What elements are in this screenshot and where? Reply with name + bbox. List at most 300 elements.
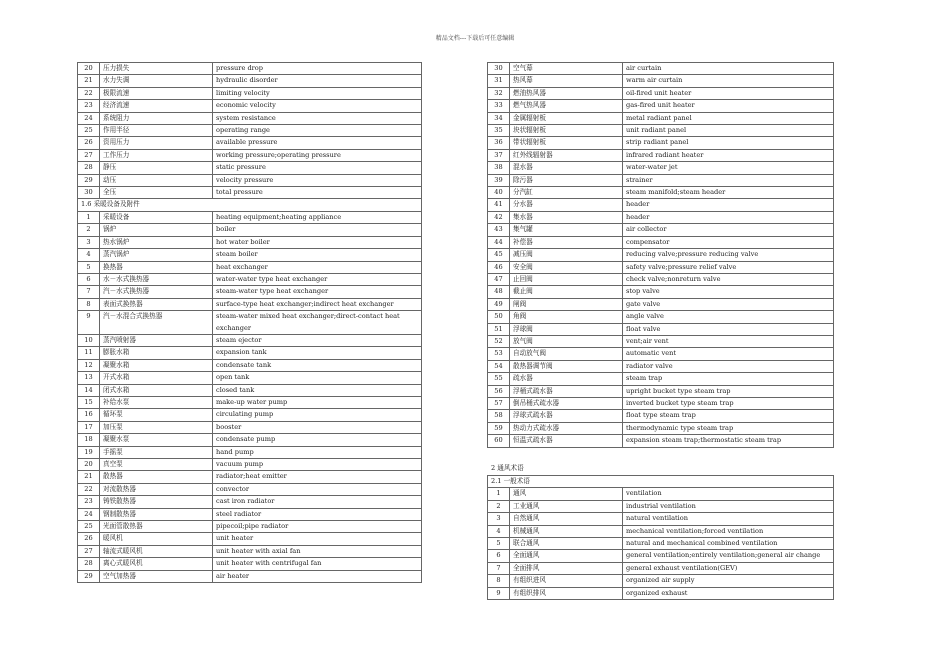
term-number: 57 — [488, 397, 510, 409]
term-number: 40 — [488, 187, 510, 199]
term-chinese: 汽－水混合式换热器 — [100, 311, 213, 335]
table-row — [78, 396, 422, 408]
term-english: air heater — [213, 570, 422, 582]
term-number: 20 — [78, 63, 100, 75]
term-chinese: 汽－水式换热器 — [100, 286, 213, 298]
page-header: 精品文档---下载后可任意编辑 — [435, 35, 515, 42]
term-number: 9 — [488, 587, 510, 599]
term-english: steam boiler — [213, 249, 422, 261]
term-chinese: 蒸汽锅炉 — [100, 249, 213, 261]
term-number: 26 — [78, 137, 100, 149]
term-chinese: 换热器 — [100, 261, 213, 273]
term-chinese: 截止阀 — [510, 286, 623, 298]
term-english: compensator — [623, 236, 834, 248]
term-chinese: 铸铁散热器 — [100, 496, 213, 508]
table-row — [78, 421, 422, 433]
term-english: warm air curtain — [623, 75, 834, 87]
term-english: velocity pressure — [213, 174, 422, 186]
term-number: 37 — [488, 149, 510, 161]
table-row — [488, 500, 834, 512]
table-row — [488, 187, 834, 199]
table-row — [488, 125, 834, 137]
table-row — [488, 273, 834, 285]
term-number: 25 — [78, 521, 100, 533]
term-number: 42 — [488, 211, 510, 223]
table-row — [78, 409, 422, 421]
term-number: 38 — [488, 162, 510, 174]
term-english: inverted bucket type steam trap — [623, 397, 834, 409]
table-row — [78, 311, 422, 335]
term-number: 8 — [488, 575, 510, 587]
term-chinese: 真空泵 — [100, 459, 213, 471]
term-chinese: 作用半径 — [100, 125, 213, 137]
term-chinese: 分汽缸 — [510, 187, 623, 199]
term-english: unit heater — [213, 533, 422, 545]
term-english: header — [623, 199, 834, 211]
table-row — [78, 347, 422, 359]
term-english: steam ejector — [213, 334, 422, 346]
table-row — [488, 75, 834, 87]
term-chinese: 补给水泵 — [100, 396, 213, 408]
table-row — [78, 224, 422, 236]
table-row — [488, 488, 834, 500]
term-english: industrial ventilation — [623, 500, 834, 512]
table-row — [78, 162, 422, 174]
term-number: 18 — [78, 434, 100, 446]
table-row — [488, 298, 834, 310]
term-chinese: 联合通风 — [510, 538, 623, 550]
term-english: metal radiant panel — [623, 112, 834, 124]
term-english: pipecoil;pipe radiator — [213, 521, 422, 533]
term-chinese: 凝聚水泵 — [100, 434, 213, 446]
term-chinese: 有组织排风 — [510, 587, 623, 599]
table-row — [78, 434, 422, 446]
table-row — [78, 496, 422, 508]
term-english: surface-type heat exchanger;indirect heat exchanger — [213, 298, 422, 310]
term-number: 27 — [78, 149, 100, 161]
table-row — [488, 236, 834, 248]
term-english: steam-water mixed heat exchanger;direct-contact heat exchanger — [213, 311, 422, 335]
term-number: 7 — [78, 286, 100, 298]
table-row — [78, 273, 422, 285]
term-number: 1 — [488, 488, 510, 500]
term-number: 31 — [488, 75, 510, 87]
term-english: steam trap — [623, 373, 834, 385]
term-english: working pressure;operating pressure — [213, 149, 422, 161]
term-chinese: 分水器 — [510, 199, 623, 211]
term-english: radiator;heat emitter — [213, 471, 422, 483]
term-english: ventilation — [623, 488, 834, 500]
term-english: reducing valve;pressure reducing valve — [623, 249, 834, 261]
term-chinese: 放气阀 — [510, 335, 623, 347]
section-row — [78, 199, 422, 211]
term-english: automatic vent — [623, 348, 834, 360]
table-row — [488, 249, 834, 261]
table-row — [78, 298, 422, 310]
term-english: float type steam trap — [623, 410, 834, 422]
term-english: make-up water pump — [213, 396, 422, 408]
table-row — [488, 513, 834, 525]
term-chinese: 钢制散热器 — [100, 508, 213, 520]
term-number: 27 — [78, 545, 100, 557]
term-english: hot water boiler — [213, 236, 422, 248]
term-chinese: 除污器 — [510, 174, 623, 186]
term-chinese: 动压 — [100, 174, 213, 186]
term-chinese: 混水器 — [510, 162, 623, 174]
term-english: circulating pump — [213, 409, 422, 421]
term-english: vent;air vent — [623, 335, 834, 347]
term-chinese: 带状辐射板 — [510, 137, 623, 149]
term-english: organized exhaust — [623, 587, 834, 599]
term-number: 53 — [488, 348, 510, 360]
term-chinese: 恒温式疏水器 — [510, 435, 623, 447]
table-row — [78, 75, 422, 87]
term-chinese: 轴流式暖风机 — [100, 545, 213, 557]
term-chinese: 安全阀 — [510, 261, 623, 273]
term-number: 30 — [78, 187, 100, 199]
term-english: radiator valve — [623, 360, 834, 372]
section-title: 1.6 采暖设备及附件 — [78, 199, 422, 211]
term-english: hydraulic disorder — [213, 75, 422, 87]
term-number: 8 — [78, 298, 100, 310]
term-english: operating range — [213, 125, 422, 137]
term-number: 26 — [78, 533, 100, 545]
table-row — [78, 446, 422, 458]
table-row — [78, 187, 422, 199]
table-row — [488, 149, 834, 161]
term-number: 47 — [488, 273, 510, 285]
term-english: expansion tank — [213, 347, 422, 359]
term-english: air collector — [623, 224, 834, 236]
term-chinese: 经济流速 — [100, 100, 213, 112]
table-row — [78, 87, 422, 99]
term-english: safety valve;pressure relief valve — [623, 261, 834, 273]
table-row — [78, 174, 422, 186]
term-number: 19 — [78, 446, 100, 458]
term-number: 2 — [78, 224, 100, 236]
table-row — [78, 149, 422, 161]
table-row — [488, 112, 834, 124]
term-number: 21 — [78, 75, 100, 87]
term-number: 56 — [488, 385, 510, 397]
table-row — [488, 385, 834, 397]
term-number: 20 — [78, 459, 100, 471]
term-english: steam manifold;steam header — [623, 187, 834, 199]
table-row — [488, 360, 834, 372]
term-number: 4 — [78, 249, 100, 261]
term-chinese: 热水锅炉 — [100, 236, 213, 248]
table-row — [78, 100, 422, 112]
table-row — [488, 435, 834, 447]
term-english: natural ventilation — [623, 513, 834, 525]
term-english: vacuum pump — [213, 459, 422, 471]
term-chinese: 空气加热器 — [100, 570, 213, 582]
term-number: 6 — [488, 550, 510, 562]
term-english: unit radiant panel — [623, 125, 834, 137]
term-english: organized air supply — [623, 575, 834, 587]
term-english: mechanical ventilation;forced ventilation — [623, 525, 834, 537]
term-chinese: 水－水式换热器 — [100, 273, 213, 285]
term-chinese: 系统阻力 — [100, 112, 213, 124]
term-number: 41 — [488, 199, 510, 211]
term-number: 39 — [488, 174, 510, 186]
term-chinese: 补偿器 — [510, 236, 623, 248]
term-number: 3 — [488, 513, 510, 525]
term-chinese: 循环泵 — [100, 409, 213, 421]
term-chinese: 散热器 — [100, 471, 213, 483]
term-number: 12 — [78, 359, 100, 371]
term-number: 3 — [78, 236, 100, 248]
term-chinese: 热风幕 — [510, 75, 623, 87]
term-number: 52 — [488, 335, 510, 347]
term-english: convector — [213, 483, 422, 495]
term-english: thermodynamic type steam trap — [623, 422, 834, 434]
term-english: steam-water type heat exchanger — [213, 286, 422, 298]
table-row — [488, 311, 834, 323]
term-chinese: 燃气热风器 — [510, 100, 623, 112]
term-chinese: 全面通风 — [510, 550, 623, 562]
table-row — [488, 550, 834, 562]
term-english: float valve — [623, 323, 834, 335]
term-chinese: 闭式水箱 — [100, 384, 213, 396]
table-row — [488, 562, 834, 574]
term-english: strip radiant panel — [623, 137, 834, 149]
term-english: pressure drop — [213, 63, 422, 75]
term-english: boiler — [213, 224, 422, 236]
right-glossary-table — [487, 62, 834, 448]
table-row — [488, 199, 834, 211]
term-chinese: 锅炉 — [100, 224, 213, 236]
term-number: 25 — [78, 125, 100, 137]
table-row — [488, 100, 834, 112]
term-chinese: 红外线辐射器 — [510, 149, 623, 161]
term-number: 5 — [78, 261, 100, 273]
table-row — [488, 286, 834, 298]
term-number: 4 — [488, 525, 510, 537]
term-english: static pressure — [213, 162, 422, 174]
term-english: header — [623, 211, 834, 223]
term-chinese: 全压 — [100, 187, 213, 199]
term-chinese: 自然通风 — [510, 513, 623, 525]
term-number: 44 — [488, 236, 510, 248]
term-english: cast iron radiator — [213, 496, 422, 508]
term-english: hand pump — [213, 446, 422, 458]
term-number: 2 — [488, 500, 510, 512]
term-number: 24 — [78, 112, 100, 124]
table-row — [78, 236, 422, 248]
term-english: expansion steam trap;thermostatic steam trap — [623, 435, 834, 447]
table-row — [488, 587, 834, 599]
table-row — [488, 422, 834, 434]
term-english: strainer — [623, 174, 834, 186]
term-chinese: 凝聚水箱 — [100, 359, 213, 371]
term-chinese: 压力损失 — [100, 63, 213, 75]
term-chinese: 机械通风 — [510, 525, 623, 537]
term-number: 16 — [78, 409, 100, 421]
term-chinese: 有组织进风 — [510, 575, 623, 587]
table-row — [488, 410, 834, 422]
table-row — [78, 137, 422, 149]
term-english: unit heater with axial fan — [213, 545, 422, 557]
table-row — [488, 538, 834, 550]
table-row — [488, 211, 834, 223]
term-number: 50 — [488, 311, 510, 323]
term-number: 58 — [488, 410, 510, 422]
table-row — [78, 359, 422, 371]
section-title: 2.1 一般术语 — [488, 476, 834, 488]
term-chinese: 止回阀 — [510, 273, 623, 285]
term-english: open tank — [213, 372, 422, 384]
term-english: check valve;nonreturn valve — [623, 273, 834, 285]
table-row — [488, 348, 834, 360]
term-english: closed tank — [213, 384, 422, 396]
term-number: 5 — [488, 538, 510, 550]
term-number: 6 — [78, 273, 100, 285]
term-number: 11 — [78, 347, 100, 359]
term-english: stop valve — [623, 286, 834, 298]
term-chinese: 集气罐 — [510, 224, 623, 236]
term-chinese: 浮桶式疏水器 — [510, 385, 623, 397]
term-english: angle valve — [623, 311, 834, 323]
term-chinese: 通风 — [510, 488, 623, 500]
term-english: gas-fired unit heater — [623, 100, 834, 112]
term-chinese: 蒸汽喷射器 — [100, 334, 213, 346]
term-number: 59 — [488, 422, 510, 434]
table-row — [78, 63, 422, 75]
table-row — [78, 334, 422, 346]
term-english: air curtain — [623, 63, 834, 75]
term-number: 43 — [488, 224, 510, 236]
term-chinese: 采暖设备 — [100, 211, 213, 223]
table-row — [488, 525, 834, 537]
term-number: 54 — [488, 360, 510, 372]
term-number: 30 — [488, 63, 510, 75]
term-english: natural and mechanical combined ventilation — [623, 538, 834, 550]
term-english: gate valve — [623, 298, 834, 310]
table-row — [78, 286, 422, 298]
term-english: heat exchanger — [213, 261, 422, 273]
term-chinese: 加压泵 — [100, 421, 213, 433]
term-number: 60 — [488, 435, 510, 447]
term-english: infrared radiant heater — [623, 149, 834, 161]
table-row — [78, 483, 422, 495]
term-chinese: 暖风机 — [100, 533, 213, 545]
term-english: economic velocity — [213, 100, 422, 112]
term-chinese: 散热器调节阀 — [510, 360, 623, 372]
term-number: 28 — [78, 558, 100, 570]
term-english: limiting velocity — [213, 87, 422, 99]
table-row — [78, 521, 422, 533]
term-chinese: 块状辐射板 — [510, 125, 623, 137]
term-chinese: 空气幕 — [510, 63, 623, 75]
table-row — [488, 397, 834, 409]
term-chinese: 膨胀水箱 — [100, 347, 213, 359]
term-chinese: 光面管散热器 — [100, 521, 213, 533]
term-chinese: 工业通风 — [510, 500, 623, 512]
term-number: 10 — [78, 334, 100, 346]
term-number: 29 — [78, 570, 100, 582]
term-number: 13 — [78, 372, 100, 384]
section-row — [488, 476, 834, 488]
term-english: condensate pump — [213, 434, 422, 446]
term-chinese: 水力失调 — [100, 75, 213, 87]
table-row — [78, 471, 422, 483]
term-chinese: 离心式暖风机 — [100, 558, 213, 570]
table-row — [488, 137, 834, 149]
term-chinese: 疏水器 — [510, 373, 623, 385]
term-english: upright bucket type steam trap — [623, 385, 834, 397]
term-number: 7 — [488, 562, 510, 574]
term-number: 49 — [488, 298, 510, 310]
term-number: 35 — [488, 125, 510, 137]
table-row — [488, 162, 834, 174]
table-row — [78, 372, 422, 384]
ventilation-glossary-table — [487, 475, 834, 600]
term-english: general exhaust ventilation(GEV) — [623, 562, 834, 574]
term-number: 32 — [488, 87, 510, 99]
term-english: oil-fired unit heater — [623, 87, 834, 99]
table-row — [78, 261, 422, 273]
term-chinese: 减压阀 — [510, 249, 623, 261]
term-number: 55 — [488, 373, 510, 385]
table-row — [488, 174, 834, 186]
table-row — [78, 112, 422, 124]
table-row — [78, 249, 422, 261]
table-row — [488, 224, 834, 236]
term-chinese: 手摇泵 — [100, 446, 213, 458]
term-number: 28 — [78, 162, 100, 174]
term-chinese: 金属辐射板 — [510, 112, 623, 124]
term-english: available pressure — [213, 137, 422, 149]
table-row — [78, 125, 422, 137]
term-number: 14 — [78, 384, 100, 396]
table-row — [78, 570, 422, 582]
term-chinese: 闸阀 — [510, 298, 623, 310]
table-row — [78, 508, 422, 520]
term-english: booster — [213, 421, 422, 433]
term-chinese: 工作压力 — [100, 149, 213, 161]
table-row — [488, 335, 834, 347]
term-chinese: 极限流速 — [100, 87, 213, 99]
term-number: 22 — [78, 87, 100, 99]
term-english: total pressure — [213, 187, 422, 199]
table-row — [488, 373, 834, 385]
term-english: water-water type heat exchanger — [213, 273, 422, 285]
term-chinese: 倒吊桶式疏水器 — [510, 397, 623, 409]
term-english: heating equipment;heating appliance — [213, 211, 422, 223]
term-number: 9 — [78, 311, 100, 335]
left-glossary-table — [77, 62, 422, 583]
table-row — [78, 558, 422, 570]
term-number: 21 — [78, 471, 100, 483]
table-row — [488, 63, 834, 75]
term-english: steel radiator — [213, 508, 422, 520]
term-chinese: 对流散热器 — [100, 483, 213, 495]
term-chinese: 静压 — [100, 162, 213, 174]
table-row — [78, 211, 422, 223]
term-english: system resistance — [213, 112, 422, 124]
table-row — [78, 384, 422, 396]
term-number: 33 — [488, 100, 510, 112]
term-number: 51 — [488, 323, 510, 335]
table-row — [78, 545, 422, 557]
term-english: condensate tank — [213, 359, 422, 371]
term-chinese: 开式水箱 — [100, 372, 213, 384]
table-row — [488, 575, 834, 587]
term-chinese: 浮球阀 — [510, 323, 623, 335]
term-english: unit heater with centrifugal fan — [213, 558, 422, 570]
term-chinese: 燃油热风器 — [510, 87, 623, 99]
